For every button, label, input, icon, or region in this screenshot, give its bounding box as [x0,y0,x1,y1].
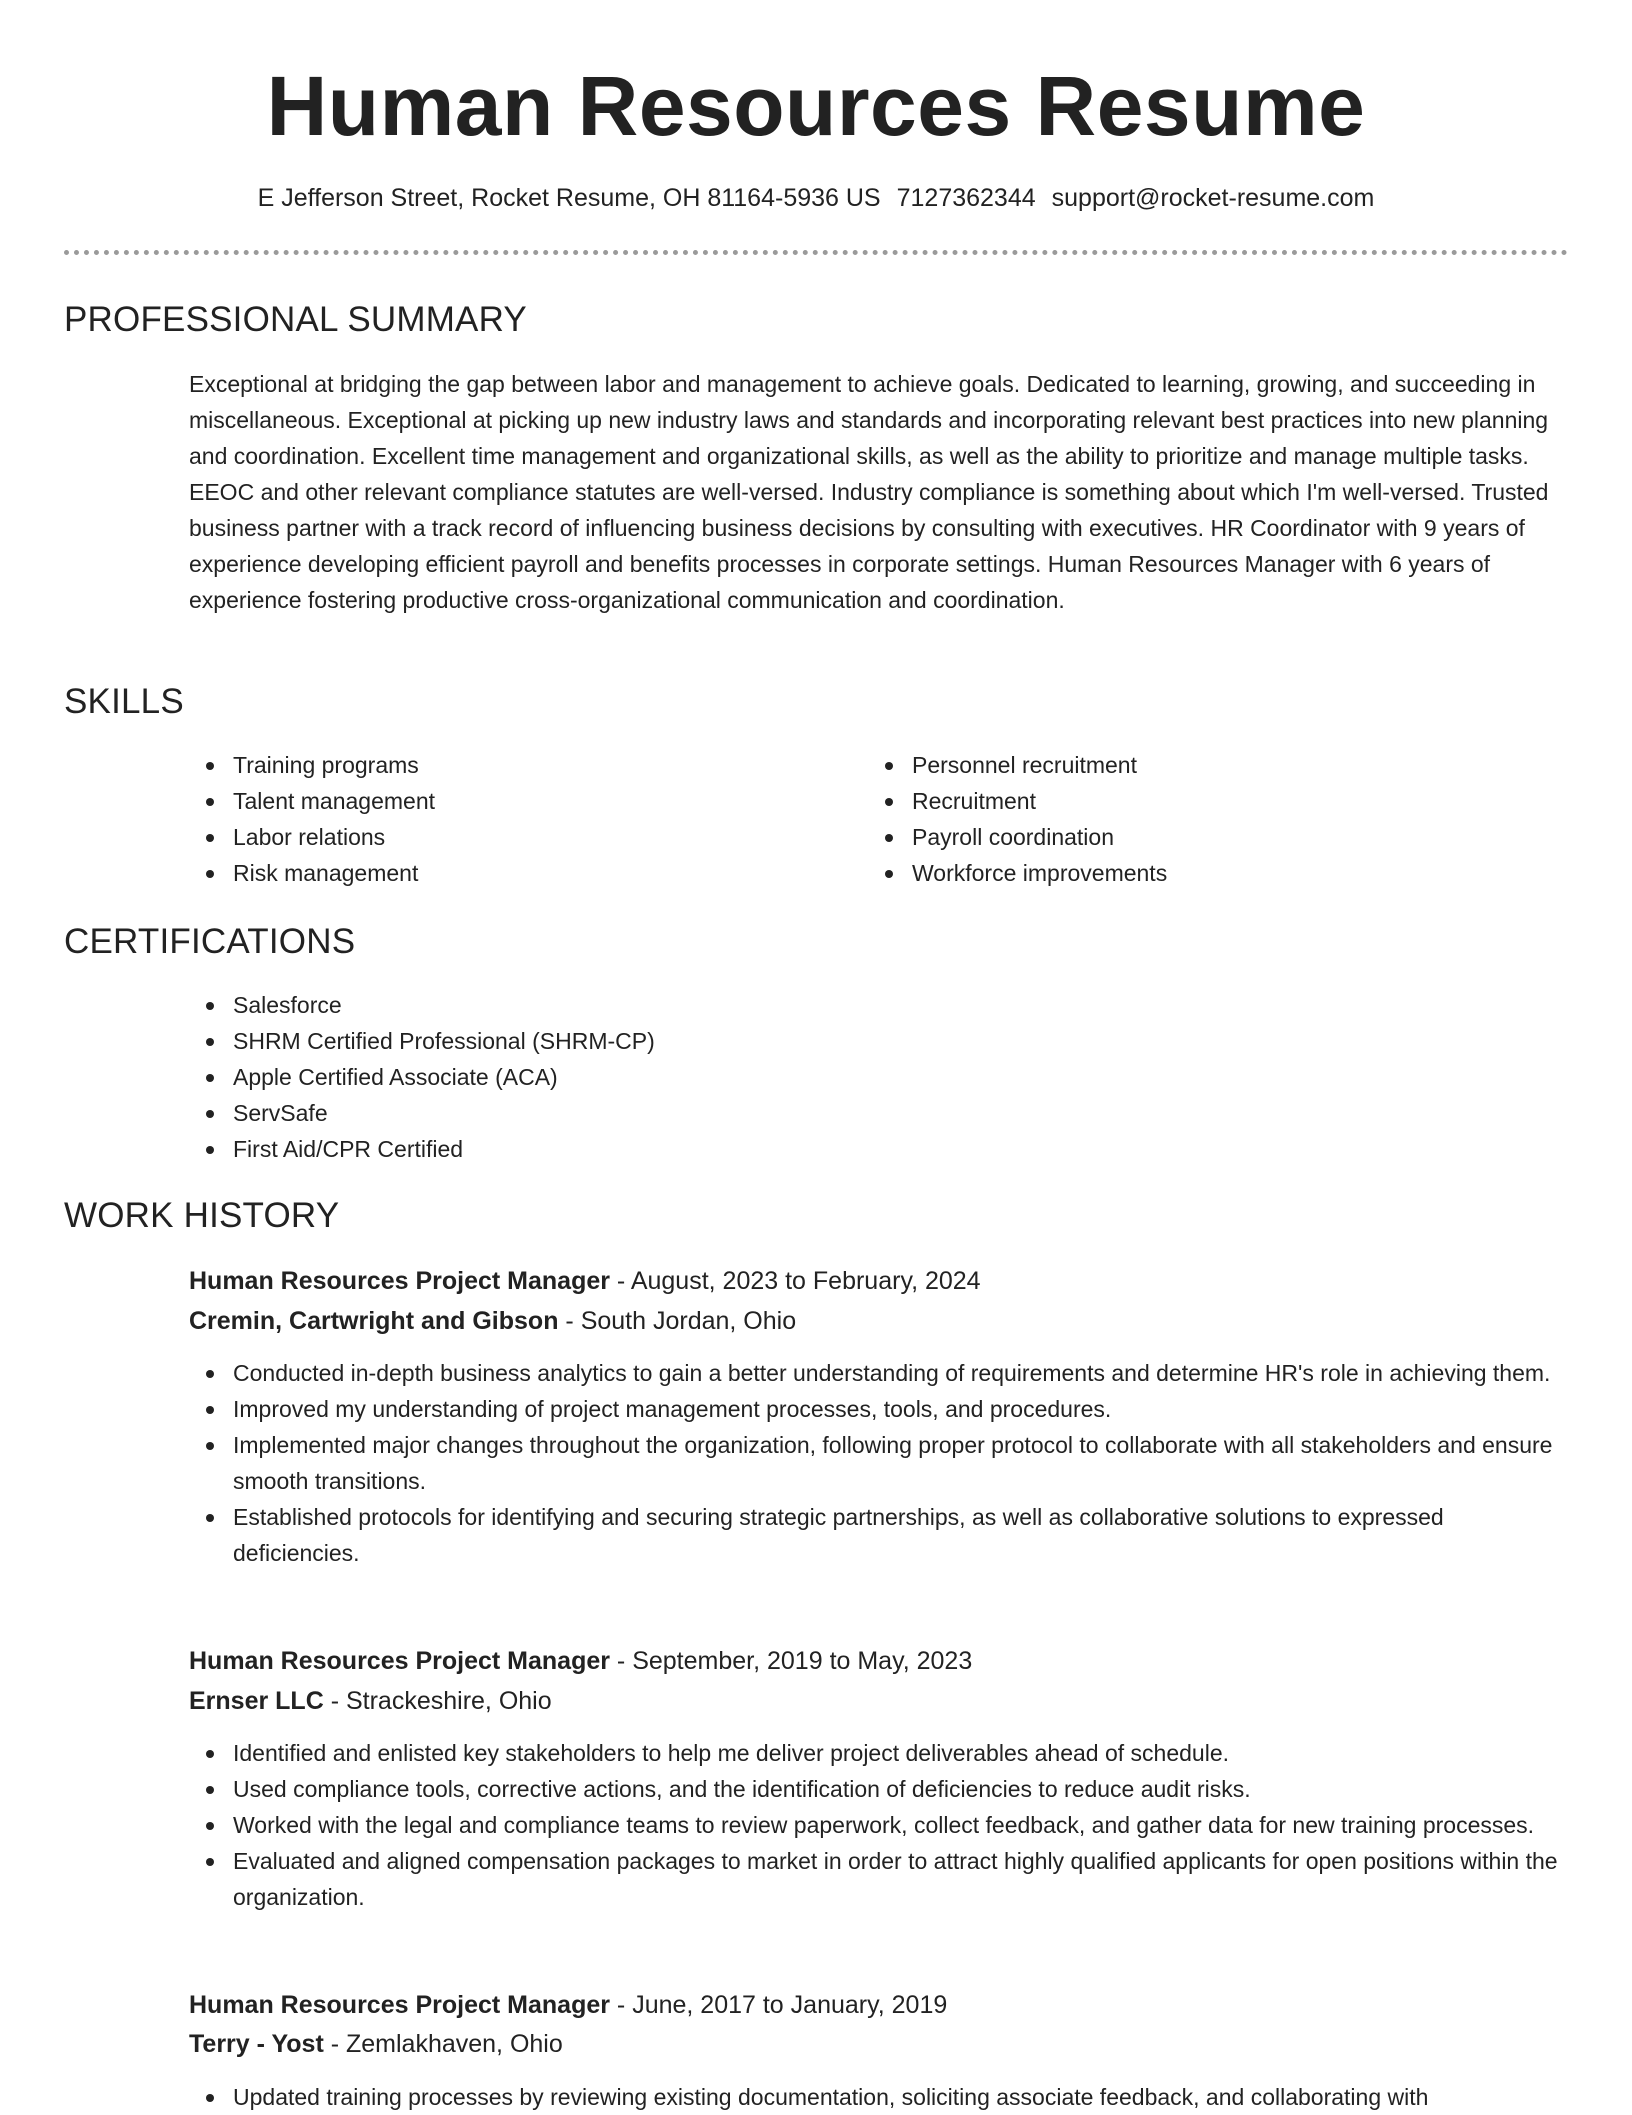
list-item: Labor relations [189,819,849,855]
job-company: Cremin, Cartwright and Gibson [189,1307,559,1335]
section-title-skills: SKILLS [64,682,184,721]
job-dates: - June, 2017 to January, 2019 [609,1991,948,2019]
job-dates: - September, 2019 to May, 2023 [609,1647,973,1675]
job-role: Human Resources Project Manager [189,1991,610,2019]
summary-text: Exceptional at bridging the gap between labor and management to achieve goals. Dedicated to learning, growing, and succeeding in miscellaneous. Exceptional at picking up new industry laws and standards and incorporating relevant best practices into new planning and coordination. Excellent time management and organizational skills, as well as the ability to prioritize and manage multiple tasks. EEOC and other relevant compliance statutes are well-versed. Industry compliance is something about which I'm well-versed. Trusted business partner with a track record of influencing business decisions by consulting with executives. HR Coordinator with 9 years of experience developing efficient payroll and benefits processes in corporate settings. Human Resources Manager with 6 years of experience fostering productive cross-organizational communication and coordination. [189,371,1549,613]
list-item: Training programs [189,747,849,783]
list-item: Workforce improvements [868,855,1528,891]
list-item: SHRM Certified Professional (SHRM-CP) [189,1023,1189,1059]
list-item: Worked with the legal and compliance teams to review paperwork, collect feedback, and gather data for new training processes. [189,1807,1574,1843]
section-title-summary: PROFESSIONAL SUMMARY [64,300,527,339]
section-title-certifications: CERTIFICATIONS [64,922,356,961]
job-role: Human Resources Project Manager [189,1267,610,1295]
job-company: Ernser LLC [189,1687,324,1715]
job-bullets [189,2079,1574,2115]
job-location: - Strackeshire, Ohio [323,1687,552,1715]
job-title-line [189,1263,981,1299]
skills-list-left [189,747,849,891]
list-item: Improved my understanding of project management processes, tools, and procedures. [189,1391,1574,1427]
job-title-line [189,1643,972,1679]
list-item: Personnel recruitment [868,747,1528,783]
job-company-line [189,1683,552,1719]
list-item: Updated training processes by reviewing existing documentation, soliciting associate feedback, and collaborating with [189,2079,1574,2115]
job-bullets [189,1735,1574,1915]
list-item: Payroll coordination [868,819,1528,855]
resume-title: Human Resources Resume [266,59,1366,153]
list-item: Conducted in-depth business analytics to gain a better understanding of requirements and determine HR's role in achieving them. [189,1355,1574,1391]
list-item: Risk management [189,855,849,891]
contact-address: E Jefferson Street, Rocket Resume, OH 81164-5936 US [257,184,881,212]
job-location: - South Jordan, Ohio [558,1307,797,1335]
job-dates: - August, 2023 to February, 2024 [609,1267,981,1295]
contact-line [0,180,1632,216]
list-item: Apple Certified Associate (ACA) [189,1059,1189,1095]
list-item: ServSafe [189,1095,1189,1131]
job-role: Human Resources Project Manager [189,1647,610,1675]
job-location: - Zemlakhaven, Ohio [323,2030,563,2058]
list-item: Talent management [189,783,849,819]
list-item: Salesforce [189,987,1189,1023]
header-divider [64,250,1568,255]
contact-email[interactable]: support@rocket-resume.com [1051,184,1375,212]
list-item: Used compliance tools, corrective actions, and the identification of deficiencies to reduce audit risks. [189,1771,1574,1807]
job-company: Terry - Yost [189,2030,324,2058]
job-company-line [189,1303,796,1339]
job-title-line [189,1987,947,2023]
list-item: Implemented major changes throughout the organization, following proper protocol to collaborate with all stakeholders and ensure smooth transitions. [189,1427,1574,1499]
certifications-list [189,987,1189,1167]
list-item: Identified and enlisted key stakeholders to help me deliver project deliverables ahead of schedule. [189,1735,1574,1771]
section-title-work-history: WORK HISTORY [64,1196,340,1235]
contact-phone: 7127362344 [896,184,1036,212]
list-item: Recruitment [868,783,1528,819]
job-company-line [189,2026,563,2062]
list-item: Evaluated and aligned compensation packages to market in order to attract highly qualified applicants for open positions within the organization. [189,1843,1574,1915]
job-bullets [189,1355,1574,1571]
list-item: First Aid/CPR Certified [189,1131,1189,1167]
list-item: Established protocols for identifying and securing strategic partnerships, as well as collaborative solutions to expressed deficiencies. [189,1499,1574,1571]
skills-list-right [868,747,1528,891]
